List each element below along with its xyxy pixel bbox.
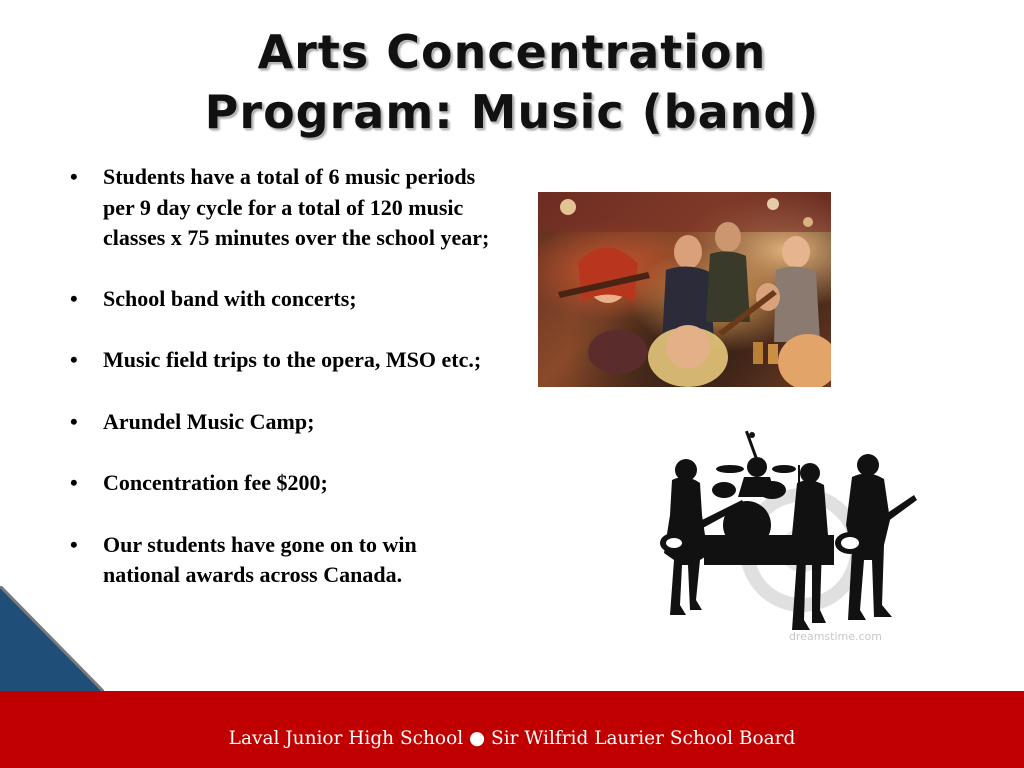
bullet-text: Arundel Music Camp; [103,408,315,434]
bullet-item [70,407,490,438]
bullet-marker: • [70,347,78,372]
bullet-text: Our students have gone on to win national awards across Canada. [103,531,417,587]
bullet-list [70,162,490,622]
slide-title [120,22,904,142]
bullet-item [70,468,490,499]
band-silhouette-art [652,425,918,650]
bullet-text: Students have a total of 6 music periods per 9 day cycle for a total of 120 music classes x 75 minutes over the school year; [103,164,490,250]
bullet-item [70,162,490,254]
title-line-1: Arts Concentration [257,25,767,79]
footer-text: Laval Junior High School ● Sir Wilfrid Laurier School Board [228,728,796,749]
watermark-text: dreamstime.com [788,630,882,643]
footer [0,727,1024,751]
bullet-text: School band with concerts; [103,285,357,311]
musicians-photo-art [538,192,831,387]
bullet-marker: • [70,408,78,434]
rock-band-silhouette [652,425,918,650]
bullet-text: Music field trips to the opera, MSO etc.; [103,347,482,372]
bullet-marker: • [70,164,78,189]
musicians-photo [538,192,831,387]
bullet-marker: • [70,470,78,495]
bullet-item [70,345,490,376]
corner-accent-triangle [0,586,104,692]
title-line-2: Program: Music (band) [204,85,820,139]
bullet-marker: • [70,285,78,311]
bullet-marker: • [70,531,78,557]
bullet-item [70,530,490,591]
bullet-item [70,284,490,315]
bullet-text: Concentration fee $200; [103,470,328,495]
